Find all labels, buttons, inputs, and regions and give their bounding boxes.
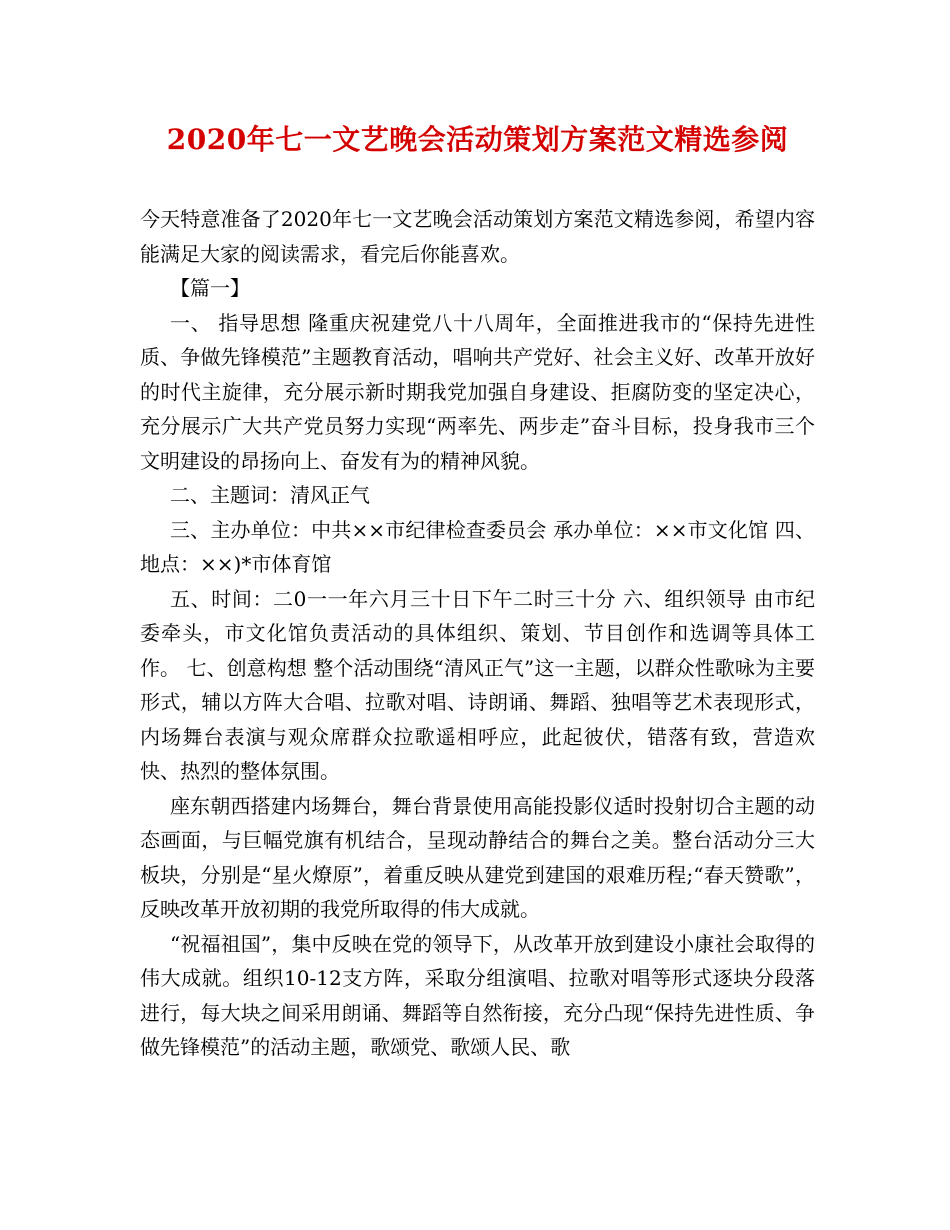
paragraph-stage: 座东朝西搭建内场舞台，舞台背景使用高能投影仪适时投射切合主题的动态画面，与巨幅党旗有机结合，呈现动静结合的舞台之美。整台活动分三大板块，分别是“星火燎原”，着重反映从建党到建国的艰难历程;“春天赞歌”，反映改革开放初期的我党所取得的伟大成就。: [140, 793, 815, 921]
paragraph-organizers: 三、主办单位：中共××市纪律检查委员会 承办单位：××市文化馆 四、地点：××)*市体育馆: [140, 517, 815, 576]
paragraph-section-heading: 【篇一】: [170, 276, 250, 300]
document-content: [140, 120, 815, 1065]
paragraph-guiding-thought: 一、 指导思想 隆重庆祝建党八十八周年，全面推进我市的“保持先进性质、争做先锋模范”主题教育活动，唱响共产党好、社会主义好、改革开放好的时代主旋律，充分展示新时期我党加强自身建设、拒腐防变的坚定决心，充分展示广大共产党员努力实现“两率先、两步走”奋斗目标，投身我市三个文明建设的昂扬向上、奋发有为的精神风貌。: [140, 310, 815, 473]
paragraph-time-organization: 五、时间：二0一一年六月三十日下午二时三十分 六、组织领导 由市纪委牵头，市文化馆负责活动的具体组织、策划、节目创作和选调等具体工作。 七、创意构想 整个活动围绕“清风正气”这一主题，以群众性歌咏为主要形式，辅以方阵大合唱、拉歌对唱、诗朗诵、舞蹈、独唱等艺术表现形式，内场舞台表演与观众席群众拉歌遥相呼应，此起彼伏，错落有致，营造欢快、热烈的整体氛围。: [140, 586, 815, 783]
paragraph-intro: 今天特意准备了2020年七一文艺晚会活动策划方案范文精选参阅，希望内容能满足大家的阅读需求，看完后你能喜欢。: [140, 207, 815, 266]
document-title: 2020年七一文艺晚会活动策划方案范文精选参阅: [166, 123, 789, 156]
paragraph-theme: 二、主题词：清风正气: [170, 483, 370, 507]
paragraph-blessing: “祝福祖国”，集中反映在党的领导下，从改革开放到建设小康社会取得的伟大成就。组织10-12支方阵，采取分组演唱、拉歌对唱等形式逐块分段落进行，每大块之间采用朗诵、舞蹈等自然衔接，充分凸现“保持先进性质、争做先锋模范”的活动主题，歌颂党、歌颂人民、歌: [140, 931, 815, 1059]
document-body: [140, 202, 815, 1065]
